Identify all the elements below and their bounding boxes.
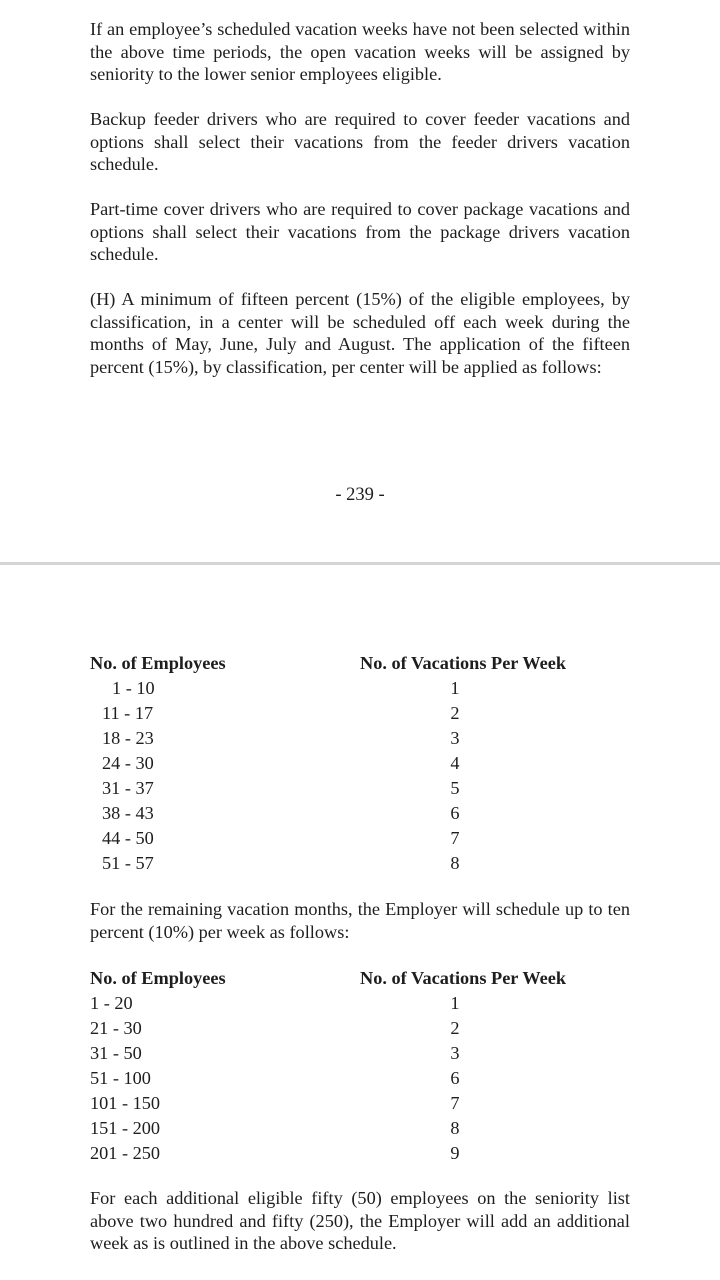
employees-range: 101 - 150 (90, 1093, 161, 1113)
employees-range: 31 - 37 (102, 778, 154, 798)
table-row (0, 1141, 720, 1166)
table2-header-vacations: No. of Vacations Per Week (360, 968, 567, 988)
employees-range: 51 - 57 (102, 853, 154, 873)
vacations-count: 3 (450, 1043, 460, 1063)
vacations-count: 7 (450, 828, 460, 848)
table2-header-employees: No. of Employees (90, 968, 226, 988)
table-row (0, 801, 720, 826)
vacations-count: 4 (450, 753, 460, 773)
vacations-count: 1 (450, 678, 460, 698)
table-row (0, 1091, 720, 1116)
table-row (0, 751, 720, 776)
vacations-count: 7 (450, 1093, 460, 1113)
paragraph-section-h: (H) A minimum of fifteen percent (15%) of the eligible employees, by classification, in a center will be scheduled off each week during the months of May, June, July and August. The application of the fifteen percent (15%), by classification, per center will be applied as follows: (90, 289, 630, 377)
paragraph-unselected-weeks: If an employee’s scheduled vacation weeks have not been selected within the above time periods, the open vacation weeks will be assigned by seniority to the lower senior employees eligible. (90, 19, 630, 84)
vacations-count: 3 (450, 728, 460, 748)
table-row (0, 851, 720, 876)
employees-range: 151 - 200 (90, 1118, 161, 1138)
table-row (0, 676, 720, 701)
vacations-count: 8 (450, 1118, 460, 1138)
vacations-count: 5 (450, 778, 460, 798)
table-row (0, 726, 720, 751)
employees-range: 18 - 23 (102, 728, 154, 748)
vacations-count: 8 (450, 853, 460, 873)
employees-range: 44 - 50 (102, 828, 154, 848)
paragraph-backup-feeder-drivers: Backup feeder drivers who are required to cover feeder vacations and options shall select their vacations from the feeder drivers vacation schedule. (90, 109, 630, 174)
document-page-top (0, 0, 720, 563)
employees-range: 11 - 17 (102, 703, 154, 723)
table-row (0, 1066, 720, 1091)
table-row (0, 1116, 720, 1141)
page-number: - 239 - (335, 485, 385, 505)
paragraph-part-time-cover-drivers: Part-time cover drivers who are required to cover package vacations and options shall select their vacations from the package drivers vacation schedule. (90, 199, 630, 264)
employees-range: 1 - 10 (112, 678, 155, 698)
table1-header-employees: No. of Employees (90, 653, 226, 673)
employees-range: 24 - 30 (102, 753, 154, 773)
table-row (0, 826, 720, 851)
table-row (0, 701, 720, 726)
paragraph-remaining-months: For the remaining vacation months, the Employer will schedule up to ten percent (10%) per week as follows: (90, 899, 630, 942)
table-row (0, 1041, 720, 1066)
document-page-bottom (0, 565, 720, 1280)
vacations-count: 2 (450, 1018, 460, 1038)
table-row (0, 776, 720, 801)
employees-range: 31 - 50 (90, 1043, 142, 1063)
vacations-count: 2 (450, 703, 460, 723)
vacations-count: 9 (450, 1143, 460, 1163)
employees-range: 1 - 20 (90, 993, 133, 1013)
table-row (0, 1016, 720, 1041)
vacations-count: 1 (450, 993, 460, 1013)
employees-range: 21 - 30 (90, 1018, 142, 1038)
table1-header-vacations: No. of Vacations Per Week (360, 653, 567, 673)
vacations-count: 6 (450, 803, 460, 823)
table-row (0, 991, 720, 1016)
employees-range: 38 - 43 (102, 803, 154, 823)
employees-range: 201 - 250 (90, 1143, 161, 1163)
vacations-count: 6 (450, 1068, 460, 1088)
employees-range: 51 - 100 (90, 1068, 151, 1088)
paragraph-additional-weeks: For each additional eligible fifty (50) employees on the seniority list above two hundred and fifty (250), the Employer will add an additional week as is outlined in the above schedule. (90, 1188, 630, 1253)
